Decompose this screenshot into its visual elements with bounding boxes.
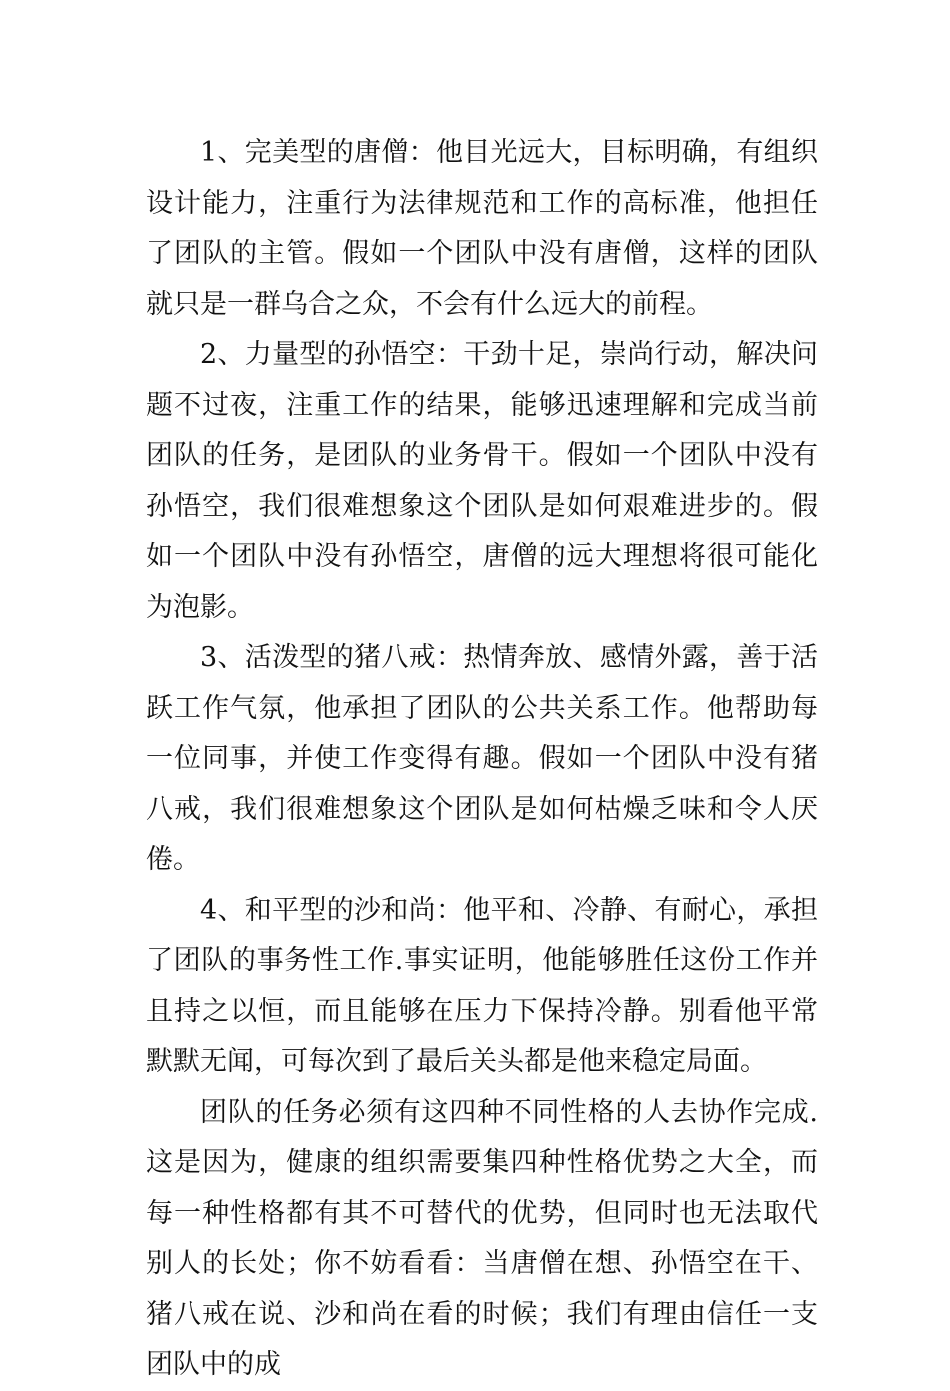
paragraph-team-conclusion: 团队的任务必须有这四种不同性格的人去协作完成.这是因为，健康的组织需要集四种性格优势之大全，而每一种性格都有其不可替代的优势，但同时也无法取代别人的长处；你不妨看看：当唐僧在想、孙悟空在干、猪八戒在说、沙和尚在看的时候；我们有理由信任一支团队中的成 <box>146 1096 818 1380</box>
paragraph-tang-seng: 1、完美型的唐僧：他目光远大，目标明确，有组织设计能力，注重行为法律规范和工作的高标准，他担任了团队的主管。假如一个团队中没有唐僧，这样的团队就只是一群乌合之众，不会有什么远大的前程。 <box>146 137 818 320</box>
document-body <box>146 128 818 1391</box>
paragraph-zhu-bajie: 3、活泼型的猪八戒：热情奔放、感情外露，善于活跃工作气氛，他承担了团队的公共关系工作。他帮助每一位同事，并使工作变得有趣。假如一个团队中没有猪八戒，我们很难想象这个团队是如何枯燥乏味和令人厌倦。 <box>146 642 818 875</box>
paragraph-sha-heshang: 4、和平型的沙和尚：他平和、冷静、有耐心，承担了团队的事务性工作.事实证明，他能够胜任这份工作并且持之以恒，而且能够在压力下保持冷静。别看他平常默默无闻，可每次到了最后关头都是他来稳定局面。 <box>146 894 818 1077</box>
paragraph-sun-wukong: 2、力量型的孙悟空：干劲十足，崇尚行动，解决问题不过夜，注重工作的结果，能够迅速理解和完成当前团队的任务，是团队的业务骨干。假如一个团队中没有孙悟空，我们很难想象这个团队是如何艰难进步的。假如一个团队中没有孙悟空，唐僧的远大理想将很可能化为泡影。 <box>146 339 818 623</box>
